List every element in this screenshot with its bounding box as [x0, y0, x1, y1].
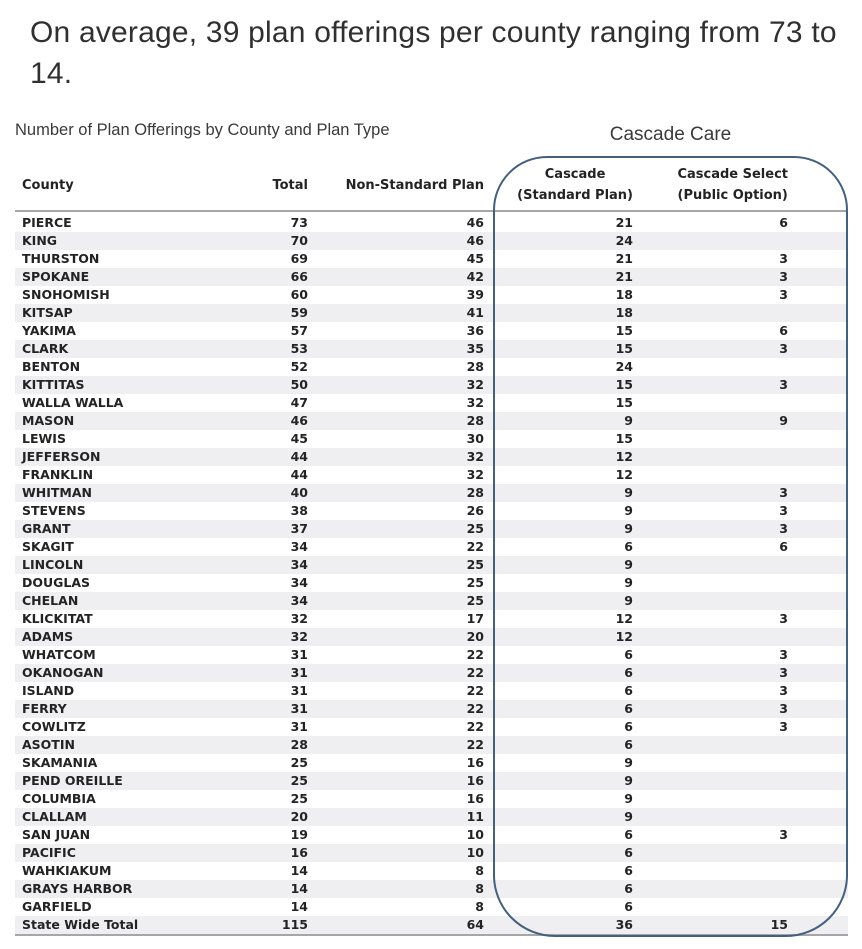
cell-cascade-standard-plan: 12	[615, 629, 633, 644]
cell-county: SPOKANE	[22, 269, 90, 284]
table-row	[15, 844, 848, 862]
cell-cascade-select-public-option: 6	[779, 539, 788, 554]
cell-county: SNOHOMISH	[22, 287, 110, 302]
cell-cascade-standard-plan: 12	[615, 611, 633, 626]
headline: On average, 39 plan offerings per county ranging from 73 to 14.	[30, 16, 837, 90]
table-row	[15, 394, 848, 412]
cell-cascade-select-public-option: 9	[779, 413, 788, 428]
cell-cascade-select-public-option	[633, 808, 788, 826]
cell-non-standard-plan: 32	[466, 467, 484, 482]
table-row	[15, 754, 848, 772]
cell-total: 73	[290, 215, 308, 230]
table-row	[15, 484, 848, 502]
cell-non-standard-plan: 45	[466, 251, 484, 266]
cell-cascade-select-public-option: 3	[779, 701, 788, 716]
cell-cascade-standard-plan: 15	[615, 341, 633, 356]
cell-cascade-standard-plan: 9	[624, 773, 633, 788]
cell-cascade-select-public-option	[633, 862, 788, 880]
cell-cascade-select-public-option	[633, 772, 788, 790]
cell-total: 19	[290, 827, 308, 842]
cell-cascade-standard-plan: 36	[615, 917, 633, 932]
cell-non-standard-plan: 64	[466, 917, 484, 932]
cell-cascade-select-public-option: 6	[779, 323, 788, 338]
cell-cascade-select-public-option	[633, 790, 788, 808]
cell-cascade-standard-plan: 9	[624, 557, 633, 572]
cell-non-standard-plan: 32	[466, 377, 484, 392]
cell-cascade-standard-plan: 9	[624, 755, 633, 770]
cell-non-standard-plan: 8	[475, 863, 484, 878]
cell-cascade-select-public-option: 3	[779, 485, 788, 500]
cell-total: 59	[290, 305, 308, 320]
cell-total: 115	[281, 917, 308, 932]
table-row	[15, 916, 848, 934]
column-header-cascade-select-public-option: Cascade Select (Public Option)	[677, 167, 788, 203]
table-row	[15, 520, 848, 538]
cell-cascade-standard-plan: 9	[624, 521, 633, 536]
cell-total: 50	[290, 377, 308, 392]
table-row	[15, 430, 848, 448]
cell-cascade-select-public-option: 3	[779, 503, 788, 518]
cell-non-standard-plan: 22	[466, 647, 484, 662]
cell-cascade-select-public-option: 3	[779, 611, 788, 626]
cell-cascade-standard-plan: 6	[624, 899, 633, 914]
table-rows	[15, 212, 848, 934]
cell-cascade-standard-plan: 6	[624, 539, 633, 554]
cell-cascade-select-public-option	[633, 754, 788, 772]
cell-non-standard-plan: 22	[466, 701, 484, 716]
cell-total: 31	[290, 701, 308, 716]
cell-total: 52	[290, 359, 308, 374]
cell-cascade-standard-plan: 15	[615, 377, 633, 392]
table-row	[15, 286, 848, 304]
cell-total: 37	[290, 521, 308, 536]
cell-county: STEVENS	[22, 503, 86, 518]
cell-cascade-standard-plan: 9	[624, 485, 633, 500]
cell-non-standard-plan: 39	[466, 287, 484, 302]
cell-cascade-standard-plan: 6	[624, 863, 633, 878]
cell-cascade-standard-plan: 21	[615, 215, 633, 230]
cell-non-standard-plan: 36	[466, 323, 484, 338]
cell-county: SKAMANIA	[22, 755, 98, 770]
cell-cascade-select-public-option	[633, 394, 788, 412]
table-row	[15, 538, 848, 556]
cell-total: 31	[290, 683, 308, 698]
cell-cascade-select-public-option	[633, 898, 788, 916]
cell-total: 34	[290, 539, 308, 554]
cell-county: SKAGIT	[22, 539, 74, 554]
cell-cascade-standard-plan: 9	[624, 503, 633, 518]
cell-county: THURSTON	[22, 251, 100, 266]
cell-non-standard-plan: 8	[475, 881, 484, 896]
cell-non-standard-plan: 28	[466, 413, 484, 428]
table-row	[15, 250, 848, 268]
cell-cascade-standard-plan: 6	[624, 665, 633, 680]
cell-non-standard-plan: 25	[466, 593, 484, 608]
cell-total: 44	[290, 467, 308, 482]
cell-county: KITSAP	[22, 305, 73, 320]
table-row	[15, 664, 848, 682]
cell-total: 38	[290, 503, 308, 518]
cell-cascade-standard-plan: 24	[615, 233, 633, 248]
cell-non-standard-plan: 28	[466, 485, 484, 500]
cell-cascade-standard-plan: 15	[615, 323, 633, 338]
cell-county: BENTON	[22, 359, 81, 374]
cell-non-standard-plan: 8	[475, 899, 484, 914]
table-row	[15, 592, 848, 610]
cell-cascade-select-public-option: 3	[779, 341, 788, 356]
table-bottom-rule	[15, 934, 848, 936]
cell-county: GRAYS HARBOR	[22, 881, 133, 896]
table-row	[15, 862, 848, 880]
cell-non-standard-plan: 22	[466, 683, 484, 698]
cell-total: 25	[290, 773, 308, 788]
cell-cascade-select-public-option	[633, 556, 788, 574]
cell-non-standard-plan: 22	[466, 665, 484, 680]
cell-non-standard-plan: 22	[466, 719, 484, 734]
cell-cascade-select-public-option: 3	[779, 665, 788, 680]
cell-cascade-select-public-option	[633, 592, 788, 610]
table-row	[15, 358, 848, 376]
cell-total: 20	[290, 809, 308, 824]
cell-total: 34	[290, 575, 308, 590]
cell-county: LINCOLN	[22, 557, 84, 572]
cell-county: WHITMAN	[22, 485, 93, 500]
table-row	[15, 376, 848, 394]
table-row	[15, 790, 848, 808]
cell-cascade-select-public-option	[633, 574, 788, 592]
cell-county: KITTITAS	[22, 377, 85, 392]
cell-non-standard-plan: 20	[466, 629, 484, 644]
cell-cascade-select-public-option	[633, 232, 788, 250]
cell-cascade-select-public-option: 6	[779, 215, 788, 230]
cell-county: CLARK	[22, 341, 69, 356]
cell-total: 14	[290, 863, 308, 878]
cell-cascade-standard-plan: 18	[615, 287, 633, 302]
cell-non-standard-plan: 16	[466, 755, 484, 770]
cell-non-standard-plan: 16	[466, 773, 484, 788]
cell-total: 34	[290, 557, 308, 572]
cell-non-standard-plan: 46	[466, 233, 484, 248]
column-header-cascade-standard-plan: Cascade (Standard Plan)	[517, 167, 633, 203]
table-row	[15, 718, 848, 736]
table-row	[15, 880, 848, 898]
table-row	[15, 448, 848, 466]
cell-total: 31	[290, 719, 308, 734]
cell-cascade-standard-plan: 15	[615, 395, 633, 410]
cell-non-standard-plan: 11	[466, 809, 484, 824]
cell-total: 28	[290, 737, 308, 752]
cell-cascade-standard-plan: 6	[624, 827, 633, 842]
cell-county: WAHKIAKUM	[22, 863, 112, 878]
cell-total: 34	[290, 593, 308, 608]
cell-cascade-select-public-option: 3	[779, 719, 788, 734]
table-row	[15, 340, 848, 358]
cell-cascade-select-public-option	[633, 448, 788, 466]
cell-non-standard-plan: 25	[466, 521, 484, 536]
cell-non-standard-plan: 25	[466, 575, 484, 590]
cell-cascade-standard-plan: 12	[615, 467, 633, 482]
cell-total: 25	[290, 755, 308, 770]
cell-non-standard-plan: 10	[466, 827, 484, 842]
cell-cascade-select-public-option: 3	[779, 647, 788, 662]
cell-total: 60	[290, 287, 308, 302]
column-header-non-standard-plan: Non-Standard Plan	[345, 178, 484, 193]
cell-county: GRANT	[22, 521, 71, 536]
cell-total: 66	[290, 269, 308, 284]
cell-county: GARFIELD	[22, 899, 92, 914]
table-row	[15, 700, 848, 718]
cell-non-standard-plan: 22	[466, 539, 484, 554]
cell-county: FERRY	[22, 701, 67, 716]
cell-total: 70	[290, 233, 308, 248]
table-row	[15, 772, 848, 790]
cell-non-standard-plan: 25	[466, 557, 484, 572]
column-header-county: County	[22, 178, 74, 193]
cell-cascade-select-public-option	[633, 628, 788, 646]
table-row	[15, 214, 848, 232]
cell-cascade-standard-plan: 9	[624, 809, 633, 824]
cell-county: KLICKITAT	[22, 611, 93, 626]
cell-county: CLALLAM	[22, 809, 87, 824]
cell-cascade-standard-plan: 18	[615, 305, 633, 320]
cell-total: 46	[290, 413, 308, 428]
cell-county: State Wide Total	[22, 917, 139, 932]
cell-cascade-select-public-option: 3	[779, 251, 788, 266]
cell-total: 69	[290, 251, 308, 266]
cell-cascade-select-public-option	[633, 844, 788, 862]
cell-cascade-standard-plan: 21	[615, 251, 633, 266]
cell-county: LEWIS	[22, 431, 66, 446]
cell-county: COLUMBIA	[22, 791, 96, 806]
cell-total: 45	[290, 431, 308, 446]
cell-county: OKANOGAN	[22, 665, 104, 680]
cell-total: 14	[290, 899, 308, 914]
cell-total: 44	[290, 449, 308, 464]
cell-non-standard-plan: 46	[466, 215, 484, 230]
cell-cascade-standard-plan: 6	[624, 647, 633, 662]
cell-cascade-standard-plan: 24	[615, 359, 633, 374]
table-row	[15, 556, 848, 574]
cell-cascade-standard-plan: 6	[624, 701, 633, 716]
cell-county: PACIFIC	[22, 845, 76, 860]
cell-non-standard-plan: 26	[466, 503, 484, 518]
cell-non-standard-plan: 22	[466, 737, 484, 752]
cell-cascade-select-public-option	[633, 736, 788, 754]
cell-cascade-select-public-option: 3	[779, 521, 788, 536]
cell-non-standard-plan: 17	[466, 611, 484, 626]
cell-cascade-select-public-option: 3	[779, 287, 788, 302]
cell-cascade-select-public-option: 3	[779, 827, 788, 842]
cell-non-standard-plan: 32	[466, 395, 484, 410]
cell-total: 40	[290, 485, 308, 500]
cell-non-standard-plan: 41	[466, 305, 484, 320]
table-row	[15, 268, 848, 286]
cell-non-standard-plan: 16	[466, 791, 484, 806]
cell-county: ASOTIN	[22, 737, 75, 752]
cell-cascade-select-public-option	[633, 880, 788, 898]
cell-non-standard-plan: 30	[466, 431, 484, 446]
column-header-total: Total	[272, 178, 308, 193]
cell-cascade-standard-plan: 9	[624, 593, 633, 608]
cell-cascade-standard-plan: 21	[615, 269, 633, 284]
cell-cascade-standard-plan: 6	[624, 683, 633, 698]
cell-cascade-select-public-option: 3	[779, 683, 788, 698]
cell-county: FRANKLIN	[22, 467, 94, 482]
cell-total: 14	[290, 881, 308, 896]
cell-non-standard-plan: 42	[466, 269, 484, 284]
cell-cascade-select-public-option: 3	[779, 269, 788, 284]
cell-cascade-select-public-option	[633, 358, 788, 376]
table-row	[15, 304, 848, 322]
cell-county: MASON	[22, 413, 75, 428]
cell-cascade-select-public-option: 15	[770, 917, 788, 932]
cell-cascade-select-public-option	[633, 430, 788, 448]
table-row	[15, 412, 848, 430]
cell-total: 32	[290, 629, 308, 644]
cell-total: 25	[290, 791, 308, 806]
cell-cascade-standard-plan: 6	[624, 737, 633, 752]
cell-county: PEND OREILLE	[22, 773, 123, 788]
table-header-row	[15, 161, 848, 212]
table-row	[15, 574, 848, 592]
cell-cascade-standard-plan: 6	[624, 845, 633, 860]
cell-cascade-select-public-option: 3	[779, 377, 788, 392]
cell-cascade-select-public-option	[633, 304, 788, 322]
cell-cascade-standard-plan: 9	[624, 413, 633, 428]
table-row	[15, 628, 848, 646]
table-row	[15, 826, 848, 844]
cell-total: 31	[290, 647, 308, 662]
table-caption: Number of Plan Offerings by County and Plan Type	[15, 121, 390, 139]
table-row	[15, 232, 848, 250]
cell-total: 53	[290, 341, 308, 356]
cell-non-standard-plan: 28	[466, 359, 484, 374]
cell-cascade-standard-plan: 12	[615, 449, 633, 464]
table-row	[15, 682, 848, 700]
cell-non-standard-plan: 35	[466, 341, 484, 356]
table-row	[15, 808, 848, 826]
table-row	[15, 898, 848, 916]
cell-non-standard-plan: 10	[466, 845, 484, 860]
cell-county: WALLA WALLA	[22, 395, 124, 410]
cell-county: YAKIMA	[22, 323, 76, 338]
table-row	[15, 646, 848, 664]
cell-total: 32	[290, 611, 308, 626]
cell-county: KING	[22, 233, 58, 248]
cell-cascade-standard-plan: 6	[624, 719, 633, 734]
cell-county: COWLITZ	[22, 719, 86, 734]
cell-county: PIERCE	[22, 215, 72, 230]
cell-total: 47	[290, 395, 308, 410]
table-row	[15, 736, 848, 754]
cell-county: ISLAND	[22, 683, 75, 698]
plan-offerings-table	[15, 161, 848, 936]
cell-cascade-standard-plan: 9	[624, 791, 633, 806]
cell-county: CHELAN	[22, 593, 79, 608]
cell-county: WHATCOM	[22, 647, 96, 662]
table-row	[15, 610, 848, 628]
cell-cascade-standard-plan: 15	[615, 431, 633, 446]
cell-cascade-select-public-option	[633, 466, 788, 484]
table-row	[15, 466, 848, 484]
cell-county: SAN JUAN	[22, 827, 91, 842]
cell-county: DOUGLAS	[22, 575, 91, 590]
cell-cascade-standard-plan: 6	[624, 881, 633, 896]
cell-total: 16	[290, 845, 308, 860]
cell-county: ADAMS	[22, 629, 74, 644]
cell-total: 31	[290, 665, 308, 680]
cascade-care-group-label: Cascade Care	[609, 124, 732, 145]
cell-non-standard-plan: 32	[466, 449, 484, 464]
cell-county: JEFFERSON	[22, 449, 101, 464]
table-row	[15, 322, 848, 340]
cell-total: 57	[290, 323, 308, 338]
cell-cascade-standard-plan: 9	[624, 575, 633, 590]
table-row	[15, 502, 848, 520]
